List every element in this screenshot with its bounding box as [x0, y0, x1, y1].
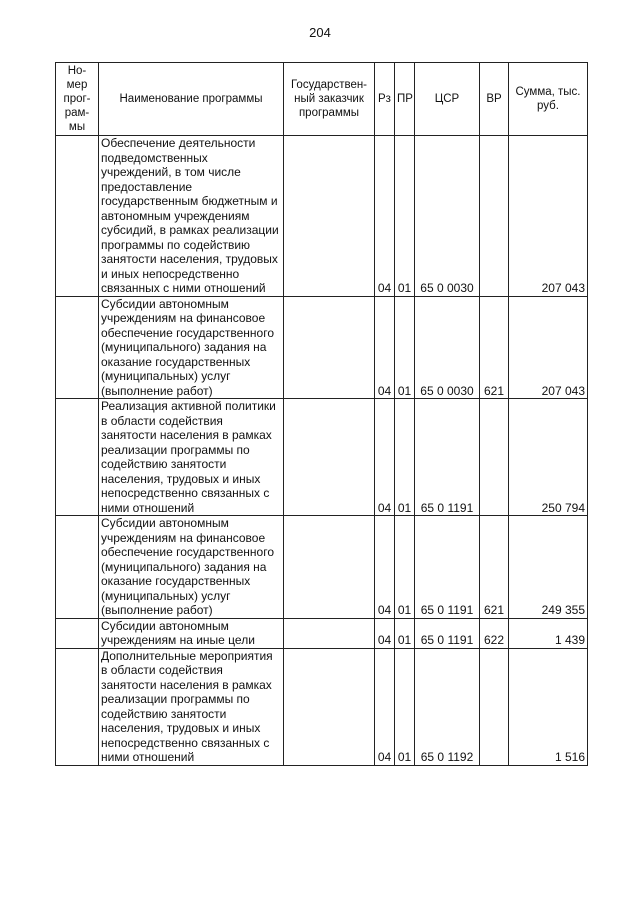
row-vr: 621: [480, 516, 509, 619]
table-row: [56, 296, 588, 399]
header-name: Наименование программы: [99, 63, 284, 136]
row-pr: 01: [395, 136, 415, 297]
row-csr: 65 0 0030: [415, 296, 480, 399]
row-sum: 250 794: [509, 399, 588, 516]
row-rz: 04: [375, 399, 395, 516]
row-customer: [284, 618, 375, 648]
table-row: [56, 136, 588, 297]
table-row: [56, 648, 588, 765]
row-name: Субсидии автономным учреждениям на иные цели: [99, 618, 284, 648]
header-customer: Государствен-ный заказчик программы: [284, 63, 375, 136]
row-customer: [284, 399, 375, 516]
row-pr: 01: [395, 648, 415, 765]
row-number: [56, 516, 99, 619]
row-customer: [284, 648, 375, 765]
budget-table: [55, 62, 588, 766]
table-row: [56, 618, 588, 648]
row-sum: 249 355: [509, 516, 588, 619]
row-customer: [284, 136, 375, 297]
row-pr: 01: [395, 618, 415, 648]
table-row: [56, 516, 588, 619]
row-vr: [480, 136, 509, 297]
row-number: [56, 296, 99, 399]
row-vr: 622: [480, 618, 509, 648]
row-name: Субсидии автономным учреждениям на финансовое обеспечение государственного (муниципального) задания на оказание государственных (муниципальных) услуг (выполнение работ): [99, 296, 284, 399]
row-name: Обеспечение деятельности подведомственных учреждений, в том числе предоставление государственным бюджетным и автономным учреждениям субсидий, в рамках реализации программы по содействию занятости населения, трудовых и иных непосредственно связанных с ними отношений: [99, 136, 284, 297]
row-csr: 65 0 1192: [415, 648, 480, 765]
row-sum: 207 043: [509, 136, 588, 297]
table-row: [56, 399, 588, 516]
row-number: [56, 399, 99, 516]
row-pr: 01: [395, 296, 415, 399]
header-number: Но-мер прог-рам-мы: [56, 63, 99, 136]
row-customer: [284, 516, 375, 619]
row-rz: 04: [375, 136, 395, 297]
row-name: Дополнительные мероприятия в области содействия занятости населения в рамках реализации программы по содействию занятости населения, трудовых и иных непосредственно связанных с ними отношений: [99, 648, 284, 765]
row-vr: [480, 399, 509, 516]
row-number: [56, 648, 99, 765]
header-vr: ВР: [480, 63, 509, 136]
row-sum: 207 043: [509, 296, 588, 399]
row-csr: 65 0 1191: [415, 399, 480, 516]
row-vr: [480, 648, 509, 765]
row-csr: 65 0 0030: [415, 136, 480, 297]
row-name: Реализация активной политики в области содействия занятости населения в рамках реализации программы по содействию занятости населения, трудовых и иных непосредственно связанных с ними отношений: [99, 399, 284, 516]
row-rz: 04: [375, 516, 395, 619]
row-sum: 1 516: [509, 648, 588, 765]
header-rz: Рз: [375, 63, 395, 136]
header-sum: Сумма, тыс. руб.: [509, 63, 588, 136]
header-csr: ЦСР: [415, 63, 480, 136]
row-name: Субсидии автономным учреждениям на финансовое обеспечение государственного (муниципального) задания на оказание государственных (муниципальных) услуг (выполнение работ): [99, 516, 284, 619]
row-customer: [284, 296, 375, 399]
page-number: 204: [309, 25, 331, 40]
row-pr: 01: [395, 399, 415, 516]
table-header-row: [56, 63, 588, 136]
row-pr: 01: [395, 516, 415, 619]
row-vr: 621: [480, 296, 509, 399]
row-rz: 04: [375, 648, 395, 765]
row-number: [56, 136, 99, 297]
row-csr: 65 0 1191: [415, 516, 480, 619]
row-rz: 04: [375, 618, 395, 648]
row-number: [56, 618, 99, 648]
row-sum: 1 439: [509, 618, 588, 648]
header-pr: ПР: [395, 63, 415, 136]
row-rz: 04: [375, 296, 395, 399]
row-csr: 65 0 1191: [415, 618, 480, 648]
